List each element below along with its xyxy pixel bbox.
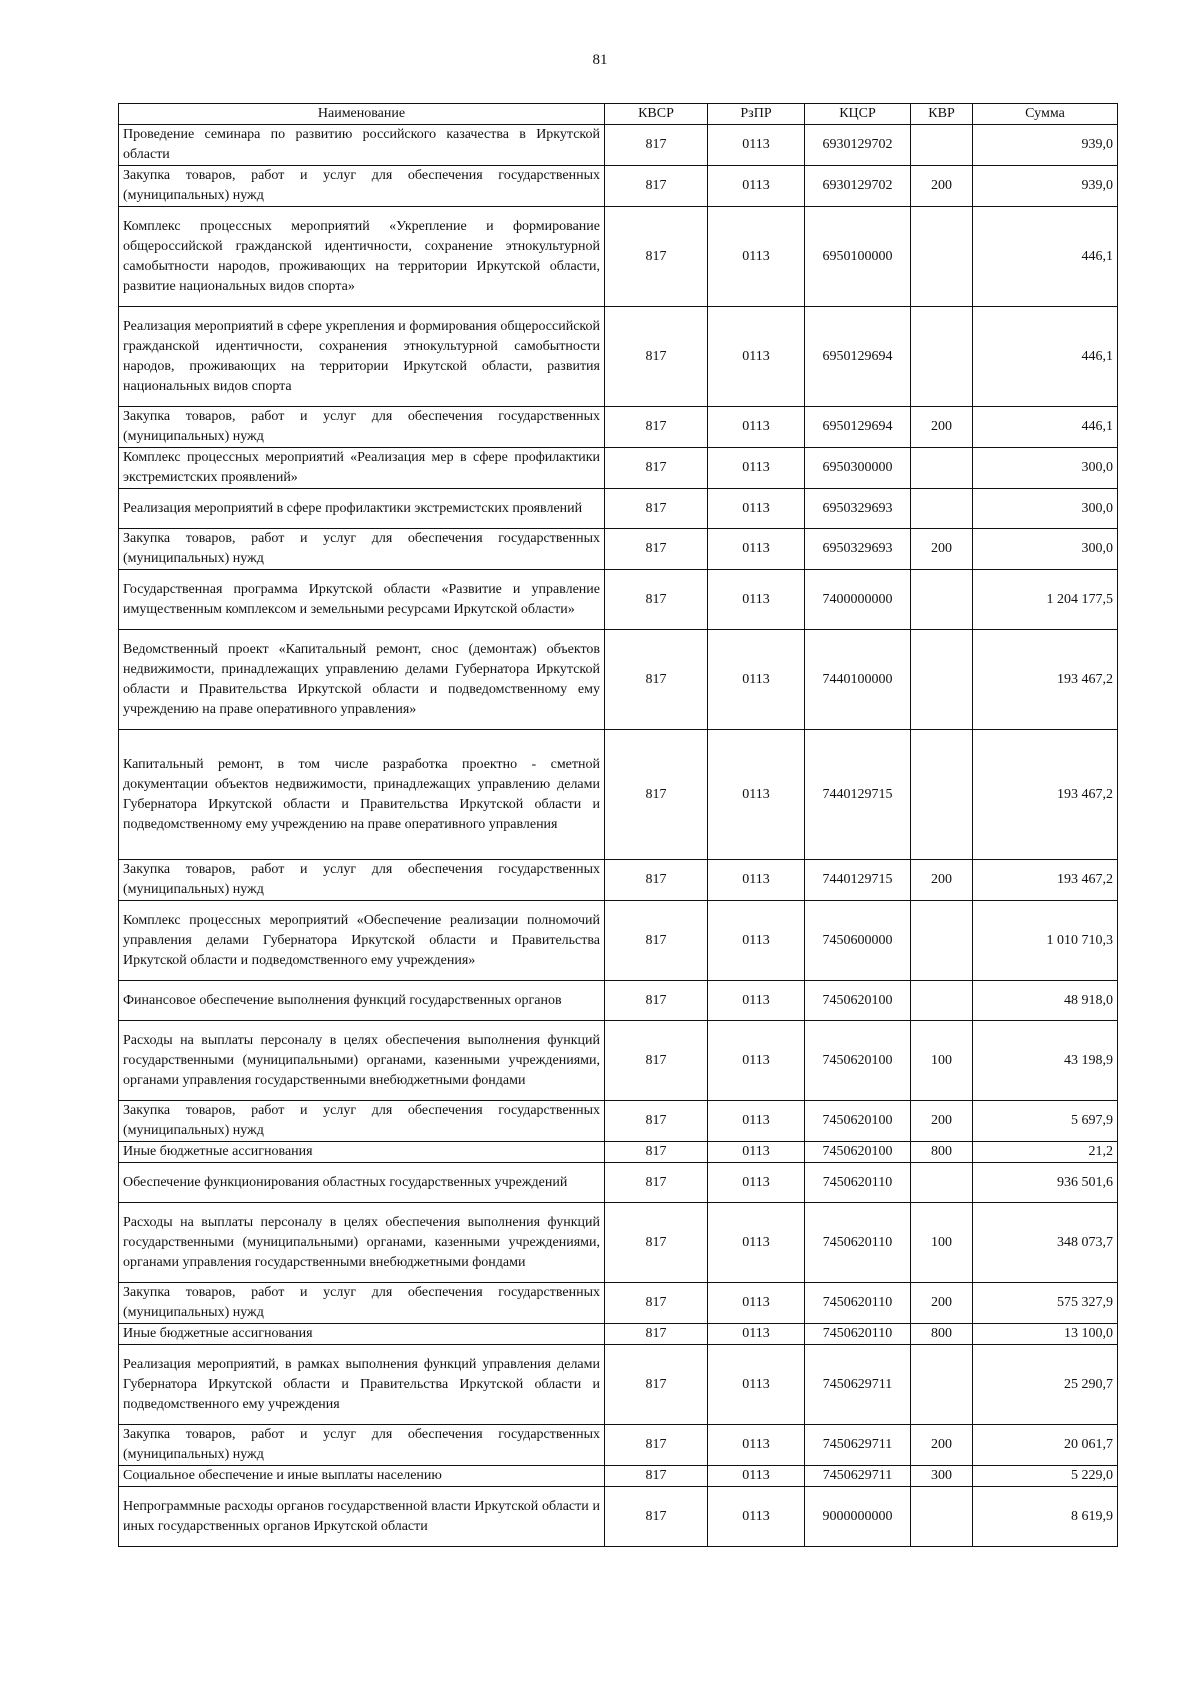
cell-kvsr: 817 [605, 1466, 708, 1487]
cell-kvsr: 817 [605, 125, 708, 166]
cell-kcsr: 6930129702 [805, 166, 911, 207]
cell-name: Закупка товаров, работ и услуг для обеспечения государственных (муниципальных) нужд [119, 166, 605, 207]
cell-sum: 446,1 [973, 307, 1118, 407]
table-row [119, 1203, 1118, 1283]
cell-kvsr: 817 [605, 489, 708, 529]
cell-name: Реализация мероприятий в сфере укрепления и формирования общероссийской гражданской идентичности, сохранения этнокультурной самобытности народов, проживающих на территории Иркутской области, развития национальных видов спорта [119, 307, 605, 407]
cell-name: Капитальный ремонт, в том числе разработка проектно - сметной документации объектов недвижимости, принадлежащих управлению делами Губернатора Иркутской области и Правительства Иркутской области и подведомственному ему учреждению на праве оперативного управления [119, 730, 605, 860]
cell-kcsr: 7450629711 [805, 1466, 911, 1487]
cell-rzpr: 0113 [708, 1163, 805, 1203]
cell-kvsr: 817 [605, 1324, 708, 1345]
cell-sum: 939,0 [973, 166, 1118, 207]
cell-rzpr: 0113 [708, 307, 805, 407]
cell-kvsr: 817 [605, 407, 708, 448]
cell-name: Комплекс процессных мероприятий «Обеспечение реализации полномочий управления делами Губернатора Иркутской области и Правительства Иркутской области и подведомственного ему учреждения» [119, 901, 605, 981]
cell-kvr [911, 1487, 973, 1547]
cell-rzpr: 0113 [708, 448, 805, 489]
cell-kvr: 100 [911, 1203, 973, 1283]
cell-kvr: 200 [911, 1101, 973, 1142]
cell-sum: 1 010 710,3 [973, 901, 1118, 981]
column-header-kvsr: КВСР [605, 104, 708, 125]
cell-kcsr: 7450620100 [805, 981, 911, 1021]
cell-name: Иные бюджетные ассигнования [119, 1324, 605, 1345]
cell-name: Финансовое обеспечение выполнения функций государственных органов [119, 981, 605, 1021]
cell-rzpr: 0113 [708, 860, 805, 901]
table-row [119, 1487, 1118, 1547]
table-row [119, 981, 1118, 1021]
cell-rzpr: 0113 [708, 1466, 805, 1487]
cell-kcsr: 7450629711 [805, 1425, 911, 1466]
cell-sum: 446,1 [973, 207, 1118, 307]
cell-kcsr: 7450620110 [805, 1203, 911, 1283]
cell-kvr [911, 1345, 973, 1425]
cell-sum: 300,0 [973, 489, 1118, 529]
cell-kcsr: 6930129702 [805, 125, 911, 166]
table-row [119, 860, 1118, 901]
cell-sum: 446,1 [973, 407, 1118, 448]
cell-kcsr: 7450620110 [805, 1163, 911, 1203]
cell-kvsr: 817 [605, 1345, 708, 1425]
cell-name: Комплекс процессных мероприятий «Укрепление и формирование общероссийской гражданской идентичности, сохранение этнокультурной самобытности народов, проживающих на территории Иркутской области, развитие национальных видов спорта» [119, 207, 605, 307]
cell-rzpr: 0113 [708, 529, 805, 570]
cell-kcsr: 7400000000 [805, 570, 911, 630]
cell-kvr: 200 [911, 166, 973, 207]
cell-rzpr: 0113 [708, 1142, 805, 1163]
cell-name: Непрограммные расходы органов государственной власти Иркутской области и иных государственных органов Иркутской области [119, 1487, 605, 1547]
cell-kvr: 200 [911, 529, 973, 570]
cell-kvr [911, 448, 973, 489]
table-row [119, 1101, 1118, 1142]
cell-kcsr: 7450620100 [805, 1021, 911, 1101]
cell-kcsr: 6950129694 [805, 307, 911, 407]
cell-name: Закупка товаров, работ и услуг для обеспечения государственных (муниципальных) нужд [119, 860, 605, 901]
cell-kvr: 200 [911, 1425, 973, 1466]
cell-sum: 25 290,7 [973, 1345, 1118, 1425]
cell-rzpr: 0113 [708, 489, 805, 529]
cell-kvr [911, 901, 973, 981]
cell-rzpr: 0113 [708, 166, 805, 207]
cell-kcsr: 6950329693 [805, 529, 911, 570]
cell-kvsr: 817 [605, 981, 708, 1021]
cell-kvsr: 817 [605, 166, 708, 207]
column-header-kvr: КВР [911, 104, 973, 125]
cell-rzpr: 0113 [708, 207, 805, 307]
cell-kvsr: 817 [605, 1203, 708, 1283]
cell-sum: 300,0 [973, 529, 1118, 570]
cell-kvsr: 817 [605, 307, 708, 407]
cell-sum: 43 198,9 [973, 1021, 1118, 1101]
cell-kcsr: 7440129715 [805, 730, 911, 860]
page-number: 81 [592, 52, 608, 68]
cell-kcsr: 9000000000 [805, 1487, 911, 1547]
cell-kvr: 300 [911, 1466, 973, 1487]
cell-name: Расходы на выплаты персоналу в целях обеспечения выполнения функций государственными (муниципальными) органами, казенными учреждениями, органами управления государственными внебюджетными фондами [119, 1021, 605, 1101]
cell-name: Иные бюджетные ассигнования [119, 1142, 605, 1163]
cell-rzpr: 0113 [708, 730, 805, 860]
cell-kvr: 800 [911, 1324, 973, 1345]
table-row [119, 1142, 1118, 1163]
cell-rzpr: 0113 [708, 1203, 805, 1283]
table-row [119, 307, 1118, 407]
cell-rzpr: 0113 [708, 1101, 805, 1142]
cell-rzpr: 0113 [708, 1324, 805, 1345]
column-header-sum: Сумма [973, 104, 1118, 125]
cell-kvr: 200 [911, 407, 973, 448]
cell-kcsr: 7450620110 [805, 1283, 911, 1324]
cell-sum: 21,2 [973, 1142, 1118, 1163]
cell-kvr [911, 489, 973, 529]
cell-rzpr: 0113 [708, 1283, 805, 1324]
table-row [119, 730, 1118, 860]
table-row [119, 1021, 1118, 1101]
cell-rzpr: 0113 [708, 1021, 805, 1101]
cell-kvsr: 817 [605, 730, 708, 860]
column-header-rzpr: РзПР [708, 104, 805, 125]
cell-rzpr: 0113 [708, 125, 805, 166]
column-header-kcsr: КЦСР [805, 104, 911, 125]
cell-kcsr: 6950329693 [805, 489, 911, 529]
cell-rzpr: 0113 [708, 1345, 805, 1425]
table-row [119, 166, 1118, 207]
cell-kvsr: 817 [605, 570, 708, 630]
cell-kvr: 200 [911, 860, 973, 901]
table-row [119, 448, 1118, 489]
cell-sum: 193 467,2 [973, 860, 1118, 901]
cell-kvsr: 817 [605, 1163, 708, 1203]
cell-name: Ведомственный проект «Капитальный ремонт, снос (демонтаж) объектов недвижимости, принадлежащих управлению делами Губернатора Иркутской области и Правительства Иркутской области и подведомственному ему учреждению на праве оперативного управления» [119, 630, 605, 730]
table-row [119, 529, 1118, 570]
cell-name: Закупка товаров, работ и услуг для обеспечения государственных (муниципальных) нужд [119, 1283, 605, 1324]
cell-sum: 193 467,2 [973, 730, 1118, 860]
cell-kvsr: 817 [605, 1425, 708, 1466]
cell-sum: 13 100,0 [973, 1324, 1118, 1345]
cell-rzpr: 0113 [708, 570, 805, 630]
cell-kcsr: 7440100000 [805, 630, 911, 730]
cell-kvsr: 817 [605, 1283, 708, 1324]
cell-name: Социальное обеспечение и иные выплаты населению [119, 1466, 605, 1487]
cell-kcsr: 6950100000 [805, 207, 911, 307]
cell-sum: 300,0 [973, 448, 1118, 489]
cell-kvsr: 817 [605, 860, 708, 901]
table-row [119, 407, 1118, 448]
table-body [119, 125, 1118, 1547]
cell-kvr: 800 [911, 1142, 973, 1163]
cell-kcsr: 6950300000 [805, 448, 911, 489]
cell-sum: 20 061,7 [973, 1425, 1118, 1466]
cell-sum: 348 073,7 [973, 1203, 1118, 1283]
table-row [119, 1283, 1118, 1324]
cell-kvr [911, 630, 973, 730]
cell-name: Закупка товаров, работ и услуг для обеспечения государственных (муниципальных) нужд [119, 529, 605, 570]
table-row [119, 1163, 1118, 1203]
cell-rzpr: 0113 [708, 630, 805, 730]
cell-kvr [911, 307, 973, 407]
cell-kvr [911, 730, 973, 860]
column-header-name: Наименование [119, 104, 605, 125]
budget-table [118, 103, 1118, 1547]
cell-kcsr: 7450620100 [805, 1101, 911, 1142]
table-row [119, 901, 1118, 981]
cell-name: Обеспечение функционирования областных государственных учреждений [119, 1163, 605, 1203]
cell-name: Комплекс процессных мероприятий «Реализация мер в сфере профилактики экстремистских проявлений» [119, 448, 605, 489]
cell-kvsr: 817 [605, 1021, 708, 1101]
cell-rzpr: 0113 [708, 1425, 805, 1466]
cell-sum: 936 501,6 [973, 1163, 1118, 1203]
cell-name: Государственная программа Иркутской области «Развитие и управление имущественным комплексом и земельными ресурсами Иркутской области» [119, 570, 605, 630]
cell-name: Закупка товаров, работ и услуг для обеспечения государственных (муниципальных) нужд [119, 1101, 605, 1142]
cell-sum: 8 619,9 [973, 1487, 1118, 1547]
cell-sum: 1 204 177,5 [973, 570, 1118, 630]
cell-rzpr: 0113 [708, 981, 805, 1021]
table-row [119, 125, 1118, 166]
table-row [119, 1345, 1118, 1425]
cell-kcsr: 7450629711 [805, 1345, 911, 1425]
cell-kvr [911, 1163, 973, 1203]
cell-name: Проведение семинара по развитию российского казачества в Иркутской области [119, 125, 605, 166]
cell-name: Расходы на выплаты персоналу в целях обеспечения выполнения функций государственными (муниципальными) органами, казенными учреждениями, органами управления государственными внебюджетными фондами [119, 1203, 605, 1283]
table-row [119, 630, 1118, 730]
cell-kvsr: 817 [605, 448, 708, 489]
cell-name: Закупка товаров, работ и услуг для обеспечения государственных (муниципальных) нужд [119, 407, 605, 448]
cell-name: Реализация мероприятий, в рамках выполнения функций управления делами Губернатора Иркутской области и Правительства Иркутской области и подведомственного ему учреждения [119, 1345, 605, 1425]
cell-name: Закупка товаров, работ и услуг для обеспечения государственных (муниципальных) нужд [119, 1425, 605, 1466]
table-row [119, 1324, 1118, 1345]
cell-kvsr: 817 [605, 630, 708, 730]
cell-kvr: 100 [911, 1021, 973, 1101]
cell-kcsr: 7440129715 [805, 860, 911, 901]
table-row [119, 489, 1118, 529]
cell-kcsr: 7450620100 [805, 1142, 911, 1163]
cell-rzpr: 0113 [708, 901, 805, 981]
cell-kvr [911, 207, 973, 307]
cell-kcsr: 7450620110 [805, 1324, 911, 1345]
cell-kvr [911, 981, 973, 1021]
cell-sum: 193 467,2 [973, 630, 1118, 730]
cell-kvsr: 817 [605, 1142, 708, 1163]
cell-sum: 5 697,9 [973, 1101, 1118, 1142]
cell-kvsr: 817 [605, 1101, 708, 1142]
cell-rzpr: 0113 [708, 407, 805, 448]
table-header-row [119, 104, 1118, 125]
table-row [119, 1466, 1118, 1487]
cell-kvsr: 817 [605, 901, 708, 981]
cell-kvr: 200 [911, 1283, 973, 1324]
cell-sum: 48 918,0 [973, 981, 1118, 1021]
cell-kvr [911, 570, 973, 630]
cell-sum: 939,0 [973, 125, 1118, 166]
cell-kvsr: 817 [605, 207, 708, 307]
cell-kcsr: 7450600000 [805, 901, 911, 981]
cell-rzpr: 0113 [708, 1487, 805, 1547]
table-row [119, 207, 1118, 307]
cell-sum: 5 229,0 [973, 1466, 1118, 1487]
cell-kvr [911, 125, 973, 166]
cell-kcsr: 6950129694 [805, 407, 911, 448]
table-row [119, 570, 1118, 630]
cell-name: Реализация мероприятий в сфере профилактики экстремистских проявлений [119, 489, 605, 529]
cell-kvsr: 817 [605, 1487, 708, 1547]
cell-sum: 575 327,9 [973, 1283, 1118, 1324]
table-row [119, 1425, 1118, 1466]
cell-kvsr: 817 [605, 529, 708, 570]
